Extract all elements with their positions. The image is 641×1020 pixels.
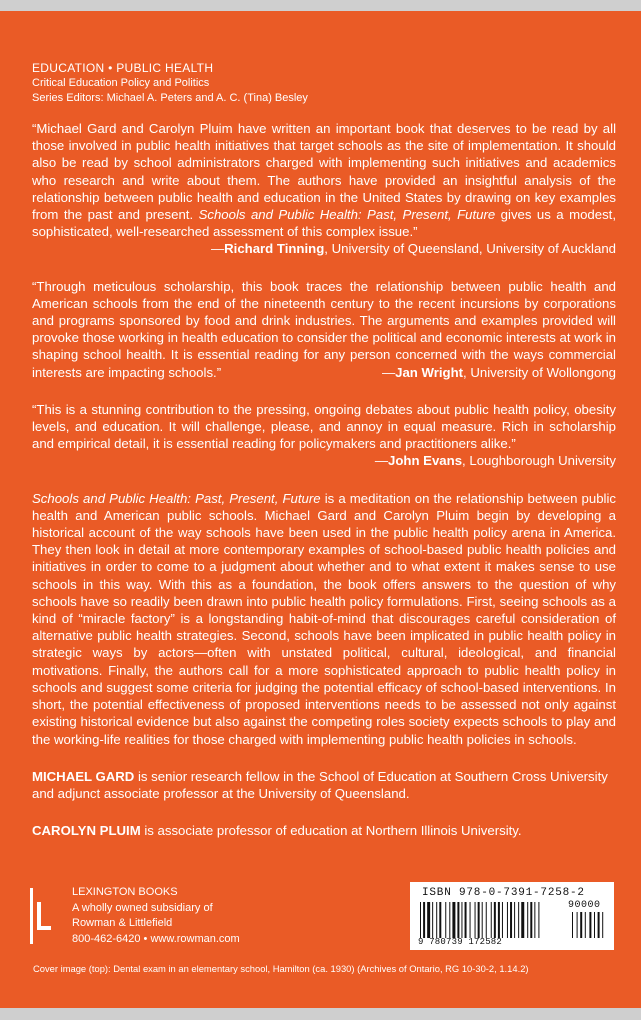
- book-title-ref: Schools and Public Health: Past, Present, Future: [198, 207, 496, 223]
- endorser-affiliation: , Loughborough University: [462, 453, 616, 469]
- quote-text: “Through meticulous scholarship, this book traces the relationship between public health and American schools from the end of the nineteenth century to the recent incursions by corporations and programs sponsored by food and drink industries. The arguments and examples provided will provoke those working in health education to consider the political and economic interests at work in shaping school health. It is essential reading for any person concerned with the ways commercial interests are impacting schools.”: [32, 278, 616, 380]
- top-rule: [0, 0, 641, 11]
- publisher-name: LEXINGTON BOOKS: [72, 886, 178, 898]
- description-title: Schools and Public Health: Past, Present, Future: [32, 490, 321, 506]
- quote-attribution: [32, 240, 616, 257]
- attribution-dash: —: [381, 364, 396, 380]
- attribution-dash: —: [210, 241, 225, 257]
- isbn-barcode: [410, 882, 614, 950]
- endorsement-tinning: [32, 120, 616, 258]
- price-code: 90000: [568, 900, 601, 911]
- isbn-number: ISBN 978-0-7391-7258-2: [422, 887, 585, 899]
- quote-attribution: [382, 364, 616, 381]
- subject-category: EDUCATION • PUBLIC HEALTH: [32, 61, 214, 75]
- series-name: Critical Education Policy and Politics: [32, 77, 210, 89]
- author-bio-pluim: [32, 822, 616, 839]
- book-description: [32, 490, 616, 748]
- series-info: [32, 60, 616, 106]
- cover-image-credit: Cover image (top): Dental exam in an elementary school, Hamilton (ca. 1930) (Archives of Ontario, RG 10-30-2, 1.14.2): [33, 963, 529, 974]
- quote-text: “This is a stunning contribution to the pressing, ongoing debates about public health policy, obesity levels, and education. It will challenge, please, and annoy in equal measure. Rich in scholarship and empirical detail, it is essential reading for policymakers and practitioners alike.”: [32, 401, 616, 452]
- endorser-name: Jan Wright: [395, 364, 464, 380]
- author-bio-gard: [32, 768, 616, 802]
- endorser-affiliation: , University of Wollongong: [463, 364, 616, 380]
- series-editors: Series Editors: Michael A. Peters and A. C. (Tina) Besley: [32, 92, 308, 104]
- publisher-contact: 800-462-6420 • www.rowman.com: [72, 932, 240, 945]
- barcode-bars-icon: [420, 902, 610, 938]
- author-bio-text: is senior research fellow in the School of Education at Southern Cross University and adjunct associate professor at the University of Queensland.: [32, 768, 608, 801]
- endorser-name: John Evans: [388, 453, 463, 469]
- attribution-dash: —: [374, 453, 389, 469]
- author-bio-text: is associate professor of education at Northern Illinois University.: [140, 823, 522, 839]
- quote-attribution: [32, 452, 616, 469]
- author-name: MICHAEL GARD: [32, 768, 135, 784]
- publisher-subsidiary: A wholly owned subsidiary of: [72, 901, 213, 914]
- publisher-parent: Rowman & Littlefield: [72, 917, 173, 929]
- barcode-digits: 9 780739 172582: [418, 937, 503, 947]
- endorser-affiliation: , University of Queensland, University of Auckland: [324, 241, 616, 257]
- cover-content: [32, 60, 616, 859]
- endorsement-wright: [32, 278, 616, 381]
- quote-text: “Michael Gard and Carolyn Pluim have written an important book that deserves to be read by all those involved in public health initiatives that target schools as the site of implementation. It should also be read by school administrators charged with implementing such initiatives and academics who research and write about them. The authors have provided an insightful analysis of the relationship between public health and education in the United States by drawing on key examples from the past and present.: [32, 121, 616, 223]
- author-name: CAROLYN PLUIM: [32, 823, 141, 839]
- lexington-logo-icon: [30, 888, 58, 944]
- description-body: is a meditation on the relationship between public health and American public schools. Michael Gard and Carolyn Pluim begin by developing a historical account of the way schools have been used in the public health policy arena in America. They then look in detail at more contemporary examples of school-based public health policies and initiatives in order to come to a judgment about whether and to what extent it makes sense to use schools in this way. With this as a foundation, the book offers answers to the question of why schools have so readily been drawn into public health policy formulations. First, seeing schools as a kind of “miracle factory” is a longstanding habit-of-mind that discourages careful consideration of alternative public health strategies. Second, schools have been implicated in public health policy in strategic ways by actors—often with unstated political, cultural, ideological, and financial motivations. Finally, the authors call for a more sophisticated approach to public health policy in schools and suggest some criteria for judging the potential efficacy of school-based interventions. In short, the potential effectiveness of proposed interventions needs to be assessed not only against existing historical evidence but also against the competing roles society expects schools to play and the working-life realities for those charged with implementing public health policies in schools.: [32, 490, 616, 747]
- endorser-name: Richard Tinning: [224, 241, 325, 257]
- endorsement-evans: [32, 401, 616, 470]
- quote-text-end: gives us a modest, sophisticated, well-researched assessment of this complex issue.”: [32, 207, 616, 240]
- bottom-rule: [0, 1008, 641, 1020]
- publisher-text: [72, 885, 240, 947]
- publisher-block: [30, 885, 290, 947]
